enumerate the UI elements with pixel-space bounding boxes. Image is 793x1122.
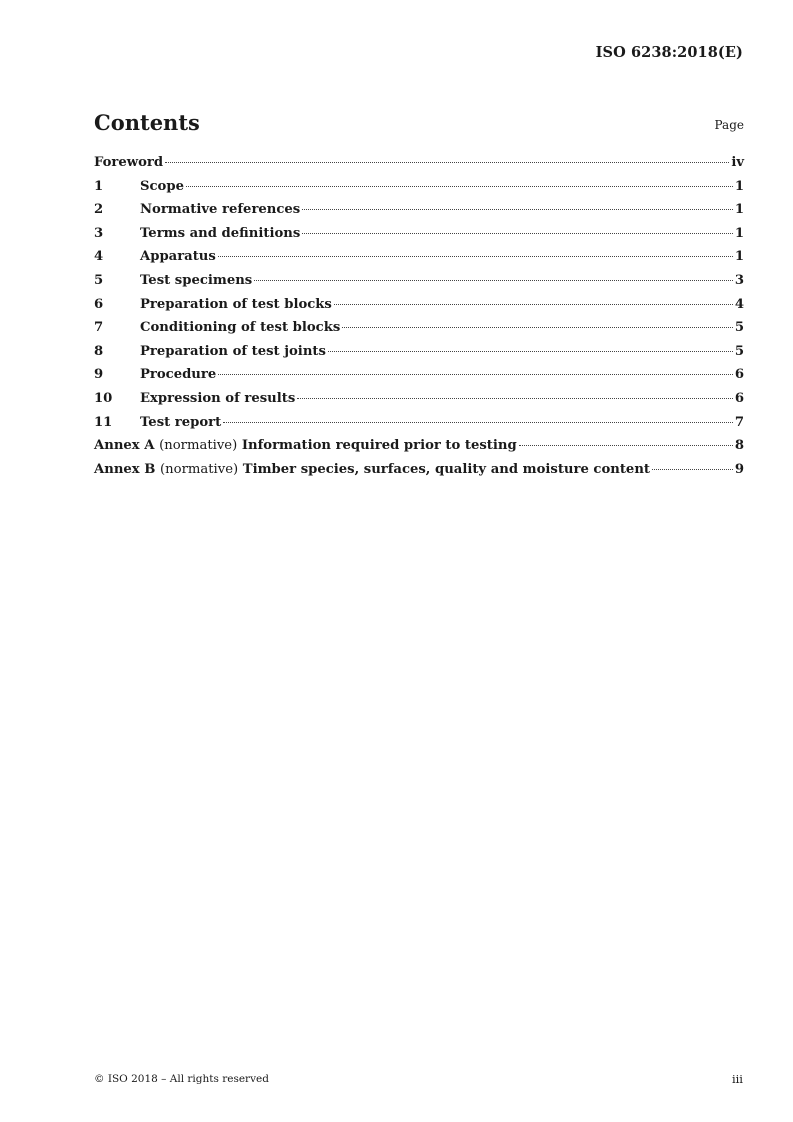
toc-entry-title: Preparation of test blocks bbox=[140, 296, 332, 312]
toc-dot-leader bbox=[328, 351, 733, 352]
toc-entry-number: 3 bbox=[94, 225, 104, 241]
toc-entry-number: 2 bbox=[94, 202, 104, 218]
toc-entry-page: 1 bbox=[734, 178, 744, 194]
toc-entry-procedure[interactable] bbox=[94, 367, 744, 391]
toc-annex-heading bbox=[94, 462, 650, 477]
toc-annex-heading bbox=[94, 438, 517, 453]
toc-entry-page: 1 bbox=[734, 202, 744, 218]
toc-entry-page: 5 bbox=[734, 320, 744, 336]
toc-annex-status: (normative) bbox=[159, 438, 238, 454]
toc-annex-label: Annex A bbox=[94, 438, 155, 454]
toc-entry-title: Scope bbox=[140, 178, 184, 194]
toc-dot-leader bbox=[254, 280, 733, 281]
toc-entry-number: 6 bbox=[94, 296, 104, 312]
contents-title: Contents bbox=[94, 110, 200, 135]
toc-annex-title: Timber species, surfaces, quality and moisture content bbox=[242, 461, 651, 477]
toc-dot-leader bbox=[302, 233, 733, 234]
toc-entry-preparation-of-test-joints[interactable] bbox=[94, 344, 744, 368]
copyright-notice: © ISO 2018 – All rights reserved bbox=[94, 1073, 269, 1085]
toc-entry-terms-and-definitions[interactable] bbox=[94, 226, 744, 250]
toc-annex-status: (normative) bbox=[160, 461, 239, 477]
toc-entry-title: Conditioning of test blocks bbox=[140, 320, 341, 336]
toc-entry-number: 5 bbox=[94, 272, 104, 288]
toc-dot-leader bbox=[302, 209, 733, 210]
toc-annex-label: Annex B bbox=[94, 461, 156, 477]
toc-entry-page: 3 bbox=[734, 272, 744, 288]
toc-dot-leader bbox=[186, 186, 733, 187]
toc-entry-number: 4 bbox=[94, 249, 104, 265]
toc-entry-annex-a[interactable] bbox=[94, 438, 744, 462]
toc-entry-conditioning-of-test-blocks[interactable] bbox=[94, 320, 744, 344]
toc-entry-page: 5 bbox=[734, 343, 744, 359]
toc-entry-preparation-of-test-blocks[interactable] bbox=[94, 297, 744, 321]
toc-entry-number: 1 bbox=[94, 178, 104, 194]
toc-entry-number: 9 bbox=[94, 367, 104, 383]
toc-entry-page: 1 bbox=[734, 249, 744, 265]
toc-entry-apparatus[interactable] bbox=[94, 249, 744, 273]
toc-entry-title: Test report bbox=[140, 414, 222, 430]
toc-entry-normative-references[interactable] bbox=[94, 202, 744, 226]
table-of-contents bbox=[94, 155, 744, 485]
toc-entry-title: Terms and definitions bbox=[140, 225, 301, 241]
toc-dot-leader bbox=[223, 422, 733, 423]
page-number: iii bbox=[731, 1072, 743, 1086]
toc-entry-title: Preparation of test joints bbox=[140, 343, 326, 359]
toc-entry-foreword[interactable] bbox=[94, 155, 744, 179]
toc-entry-number: 8 bbox=[94, 343, 104, 359]
toc-entry-title: Apparatus bbox=[140, 249, 216, 265]
toc-dot-leader bbox=[218, 256, 733, 257]
toc-dot-leader bbox=[342, 327, 733, 328]
toc-entry-title: Expression of results bbox=[140, 390, 296, 406]
toc-entry-page: 1 bbox=[734, 225, 744, 241]
toc-annex-title: Information required prior to testing bbox=[241, 438, 517, 454]
toc-dot-leader bbox=[218, 374, 733, 375]
toc-entry-title: Test specimens bbox=[140, 272, 253, 288]
toc-entry-page: 4 bbox=[734, 296, 744, 312]
toc-entry-title: Procedure bbox=[140, 367, 217, 383]
contents-header bbox=[94, 110, 744, 140]
toc-entry-page: 7 bbox=[734, 414, 744, 430]
toc-entry-test-report[interactable] bbox=[94, 415, 744, 439]
toc-entry-page: 6 bbox=[734, 390, 744, 406]
toc-entry-page: 9 bbox=[734, 461, 744, 477]
toc-entry-page: 8 bbox=[734, 438, 744, 454]
toc-entry-page: 6 bbox=[734, 367, 744, 383]
toc-dot-leader bbox=[297, 398, 733, 399]
toc-entry-title: Foreword bbox=[94, 155, 164, 170]
toc-entry-number: 11 bbox=[94, 414, 113, 430]
page-column-label: Page bbox=[714, 118, 744, 132]
toc-dot-leader bbox=[519, 445, 733, 446]
toc-entry-test-specimens[interactable] bbox=[94, 273, 744, 297]
toc-entry-number: 10 bbox=[94, 390, 113, 406]
toc-entry-page: iv bbox=[731, 155, 744, 170]
document-reference: ISO 6238:2018(E) bbox=[595, 44, 743, 61]
toc-entry-scope[interactable] bbox=[94, 179, 744, 203]
toc-entry-annex-b[interactable] bbox=[94, 462, 744, 486]
toc-dot-leader bbox=[165, 162, 729, 163]
toc-dot-leader bbox=[334, 304, 733, 305]
toc-entry-title: Normative references bbox=[140, 202, 301, 218]
toc-entry-expression-of-results[interactable] bbox=[94, 391, 744, 415]
toc-entry-number: 7 bbox=[94, 320, 104, 336]
toc-dot-leader bbox=[652, 469, 733, 470]
